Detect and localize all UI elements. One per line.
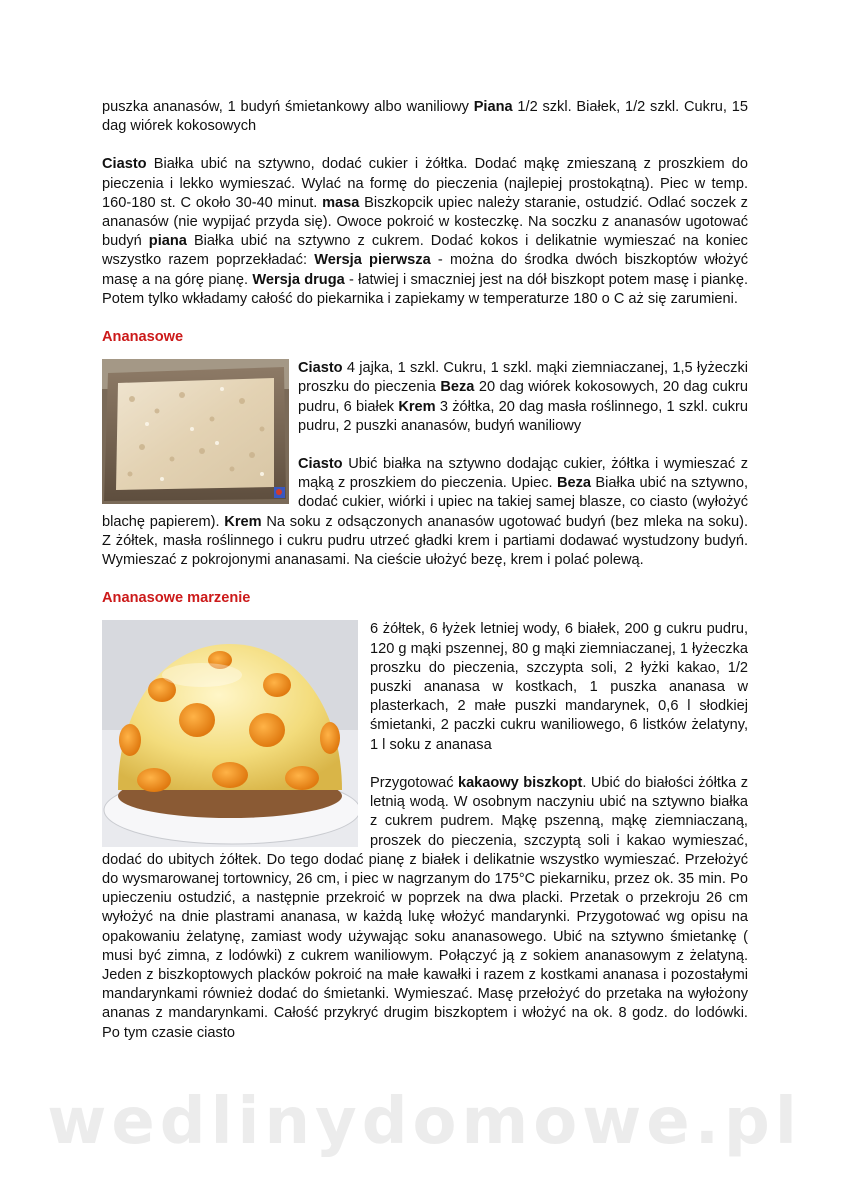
document-page (102, 98, 748, 1043)
ananasowe-ingredients: Ciasto 4 jajka, 1 szkl. Cukru, 1 szkl. mąki ziemniaczanej, 1,5 łyżeczki proszku do pieczenia Beza 20 dag wiórek kokosowych, 20 dag cukru pudru, 6 białek Krem 3 żółtka, 20 dag masła roślinnego, 1 szkl. cukru pudru, 2 puszki ananasów, budyń waniliowy (298, 360, 749, 434)
photo-pineapple-dome-cake (102, 620, 358, 847)
intro-instructions: Ciasto Białka ubić na sztywno, dodać cukier i żółtka. Dodać mąkę zmieszaną z proszkiem do pieczenia i lekko wymieszać. Wylać na formę do pieczenia (najlepiej prostokątną). Piec w temp. 160-180 st. C około 30-40 minut. masa Biszkopcik upiec należy staranie, ostudzić. Odlać soczek z ananasów (nie wypijać przyda się). Owoce pokroić w kosteczkę. Na soczku z ananasów ugotować budyń piana Białka ubić na sztywno z cukrem. Dodać kokos i delikatnie wymieszać na koniec wszystko razem poprzekładać: Wersja pierwsza - można do środka dwóch biszkoptów włożyć masę a na górę pianę. Wersja druga - łatwiej i smaczniej jest na dół biszkopt potem masę i piankę. Potem tylko wkładamy całość do piekarnika i zapiekamy w temperaturze 180 o C aż się zarumieni. (102, 156, 748, 307)
label-piana: Piana (473, 99, 513, 115)
marzenie-instructions: Przygotować kakaowy biszkopt. Ubić do białości żółtka z letnią wodą. W osobnym naczyniu ubić na sztywno białka z cukrem pudrem. Mąkę pszenną, mąkę ziemniaczaną, proszek do pieczenia, szczyptą soli i kakao wymieszać, dodać do ubitych żółtek. Do tego dodać pianę z białek i delikatnie wszystko wymieszać. Przełożyć do wysmarowanej tortownicy, 26 cm, i piec w nagrzanym do 175°C piekarniku, przez ok. 35 min. Po upieczeniu ostudzić, a następnie przekroić w poprzek na dwa placki. Przetak o przekroju 26 cm wyłożyć na dnie plastrami ananasa, w każdą lukę włożyć mandarynki. Przygotować wg opisu na opakowaniu żelatynę, zamiast wody używając soku ananasowego. Ubić na sztywno śmietankę ( musi być zimna, z lodówki) z cukrem waniliowym. Połączyć ją z sokiem ananasowym z żelatyną. Jeden z biszkoptowych placków pokroić na małe kawałki i razem z kostkami ananasa i pozostałymi mandarynkami również dodać do śmietanki. Wymieszać. Masę przełożyć do przetaka na wyłożony ananas z mandarynkami. Całość przykryć drugim biszkoptem i włożyć na ok. 8 godz. do lodówki. Po tym czasie ciasto (102, 774, 748, 1041)
marzenie-ingredients: 6 żółtek, 6 łyżek letniej wody, 6 białek, 200 g cukru pudru, 120 g mąki pszennej, 80 g mąki ziemniaczanej, 1 łyżeczka proszku do pieczenia, szczypta soli, 2 łyżki kakao, 1/2 puszki ananasa w kostkach, 1 puszka ananasa w plasterkach, 2 małe puszki mandarynek, 0,6 l słodkiej śmietanki, 2 paczki cukru waniliowego, 6 listków żelatyny, 1 l soku z ananasa (370, 621, 749, 753)
section-title-ananasowe: Ananasowe (102, 329, 184, 346)
watermark: wedlinydomowe.pl (47, 1085, 802, 1159)
photo-cake-tray (102, 359, 289, 504)
ananasowe-instructions: Ciasto Ubić białka na sztywno dodając cukier, żółtka i wymieszać z mąką z proszkiem do pieczenia. Upiec. Beza Białka ubić na sztywno, dodać cukier, wiórki i upiec na takiej samej blasze, co ciasto (wyłożyć blachę papierem). Krem Na soku z odsączonych ananasów ugotować budyń (bez mleka na soku). Z żółtek, masła roślinnego i cukru pudru utrzeć gładki krem i partiami dodawać wystudzony budyń. Wymieszać z pokrojonymi ananasami. Na cieście ułożyć bezę, krem i polać polewą. (102, 456, 749, 569)
section-title-ananasowe-marzenie: Ananasowe marzenie (102, 590, 251, 607)
intro-ingredients: puszka ananasów, 1 budyń śmietankowy albo waniliowy Piana 1/2 szkl. Białek, 1/2 szkl. Cukru, 15 dag wiórek kokosowych (102, 99, 748, 135)
